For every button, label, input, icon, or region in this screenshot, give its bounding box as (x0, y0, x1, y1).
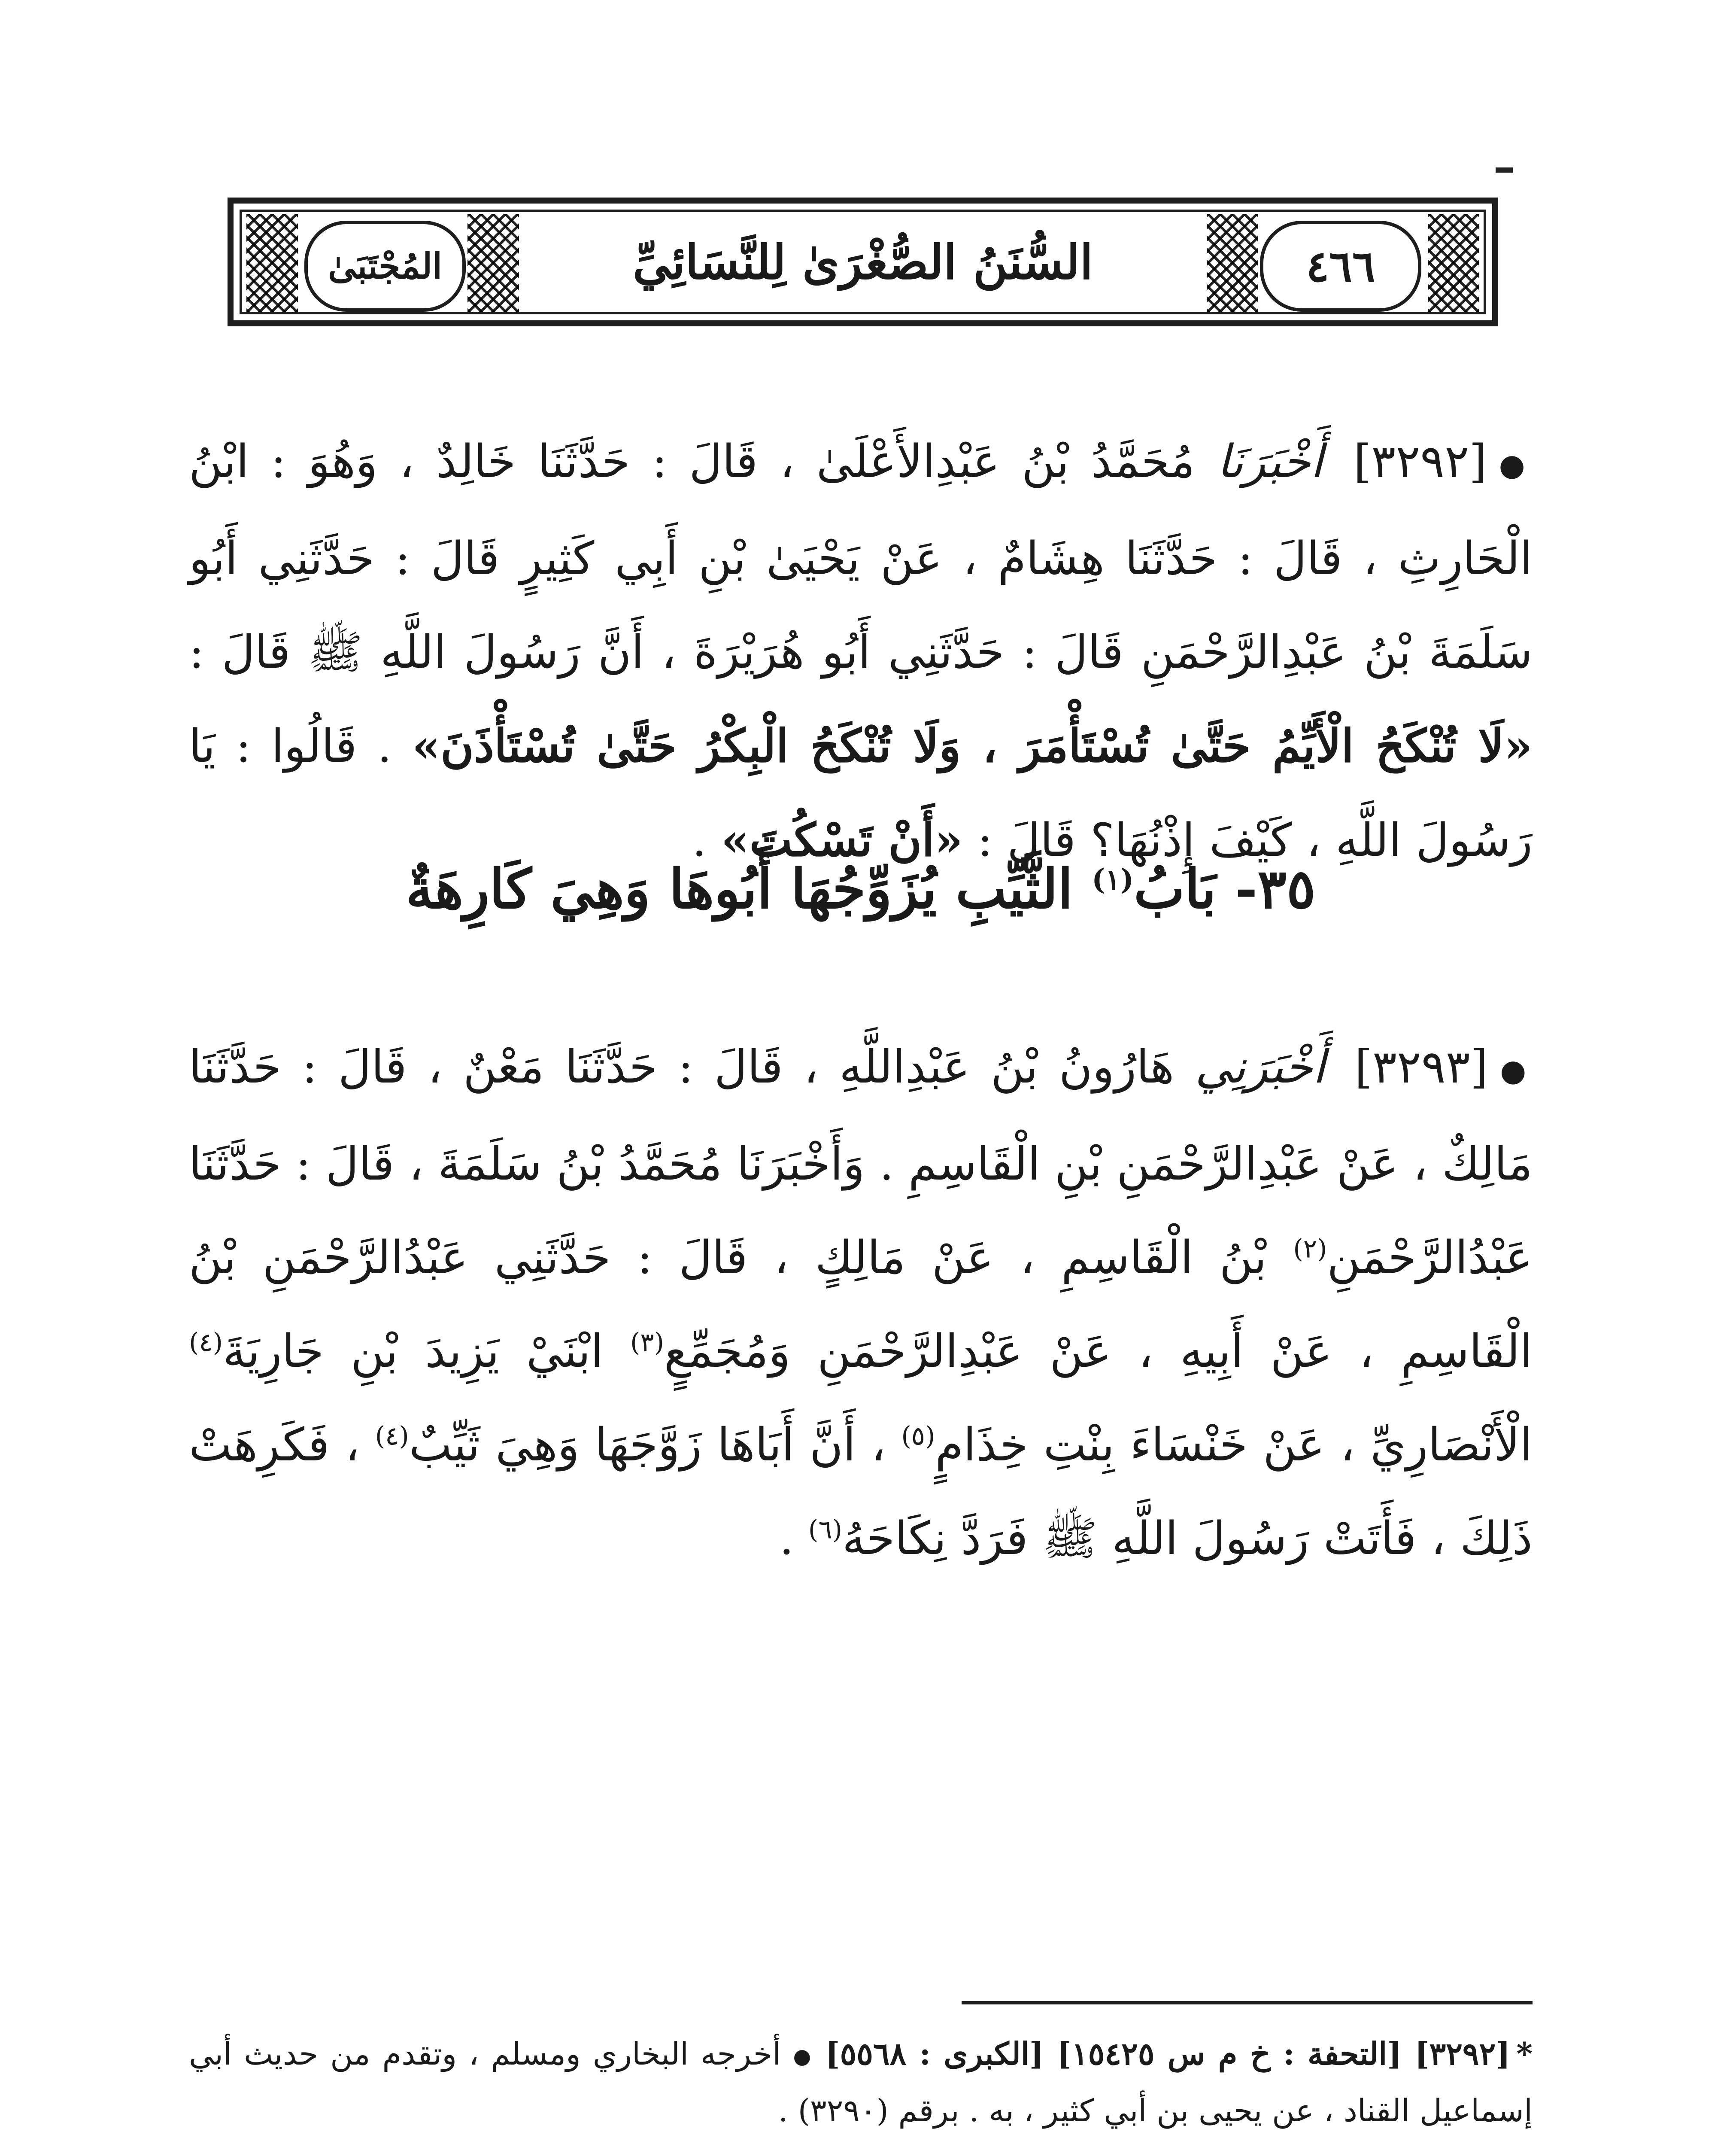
star-icon: * (1516, 2035, 1533, 2072)
page-number: ٤٦٦ (1306, 241, 1375, 292)
takhrij-3292 (189, 2027, 1533, 2138)
footnote-ref: (٣) (630, 1327, 665, 1358)
companions-question: . قَالُوا : يَا رَسُولَ اللَّهِ ، كَيْفَ إِذْنُهَا؟ قَالَ : (189, 720, 1533, 867)
footnote-ref: (٤) (375, 1421, 409, 1451)
ornament-pattern-left-outer (246, 214, 298, 312)
page-number-cartouche (1260, 221, 1421, 312)
ornament-pattern-right-outer (1428, 214, 1479, 312)
prophetic-text: «لَا تُنْكَحُ الْأَيِّمُ حَتَّىٰ تُسْتَأْمَرَ ، وَلَا تُنْكَحُ الْبِكْرُ حَتَّىٰ تُسْتَأْذَنَ» (412, 719, 1533, 773)
hadith-3293 (189, 1020, 1533, 1585)
emblem-text: المُجْتَبَىٰ (328, 246, 442, 287)
corner-mark (1496, 167, 1513, 173)
takhrij-text: أخرجه البخاري ومسلم ، وتقدم من حديث أبي إسماعيل القناد ، عن يحيى بن أبي كثير ، به . برقم (٣٢٩٠) . (189, 2036, 1533, 2129)
hadith-number: [٣٢٩٢] (1354, 435, 1487, 488)
transmission-word: أَخْبَرَنَا (1217, 435, 1323, 488)
prophetic-answer: «أَنْ تَسْكُتَ» (721, 813, 963, 867)
footnotes (189, 2027, 1533, 2147)
footnote-separator (962, 2001, 1533, 2004)
ornament-pattern-left-inner (467, 214, 519, 312)
hadith-3292 (189, 415, 1533, 887)
footnote-1 (189, 2138, 1533, 2147)
ornament-pattern-right-inner (1207, 214, 1258, 312)
isnad-part: هَارُونُ بْنُ عَبْدِاللَّهِ ، قَالَ : حَدَّثَنَا مَعْنٌ ، قَالَ : حَدَّثَنَا مَالِكٌ ، عَنْ عَبْدِالرَّحْمَنِ بْنِ الْقَاسِمِ . وَأَخْبَرَنَا مُحَمَّدُ بْنُ سَلَمَةَ ، قَالَ : حَدَّثَنَا عَبْدُالرَّحْمَنِ (189, 1040, 1533, 1284)
takhrij-ref: [٣٢٩٢] [التحفة : خ م س ١٥٤٢٥] [الكبرى : ٥٥٦٨] (825, 2035, 1511, 2072)
footnote-ref: (١) (1092, 863, 1134, 896)
matn-part: ، فَكَرِهَتْ ذَلِكَ ، فَأَتَتْ رَسُولَ اللَّهِ ﷺ فَرَدَّ نِكَاحَهُ (189, 1418, 1533, 1565)
bullet-icon: ● (1499, 447, 1533, 483)
footnote-ref: (٤) (189, 1327, 223, 1358)
hadith-number: [٣٢٩٣] (1354, 1040, 1488, 1093)
bullet-icon: ● (793, 2044, 813, 2068)
isnad-part: بْنُ الْقَاسِمِ ، عَنْ مَالِكٍ ، قَالَ : حَدَّثَنِي عَبْدُالرَّحْمَنِ بْنُ الْقَاسِمِ ، عَنْ أَبِيهِ ، عَنْ عَبْدِالرَّحْمَنِ وَمُجَمِّعٍ (189, 1231, 1533, 1378)
chapter-word: بَابُ (1134, 857, 1217, 921)
running-header (228, 198, 1498, 326)
matn-part: ، أَنَّ أَبَاهَا زَوَّجَهَا وَهِيَ ثَيِّبٌ (409, 1418, 886, 1472)
chapter-number: ٣٥- (1235, 857, 1316, 921)
isnad-chain: مُحَمَّدُ بْنُ عَبْدِالأَعْلَىٰ ، قَالَ : حَدَّثَنَا خَالِدٌ ، وَهُوَ : ابْنُ الْحَارِثِ ، قَالَ : حَدَّثَنَا هِشَامٌ ، عَنْ يَحْيَىٰ بْنِ أَبِي كَثِيرٍ قَالَ : حَدَّثَنِي أَبُو سَلَمَةَ بْنُ عَبْدِالرَّحْمَنِ قَالَ : حَدَّثَنِي أَبُو هُرَيْرَةَ ، أَنَّ رَسُولَ اللَّهِ ﷺ قَالَ : (189, 435, 1533, 679)
isnad-part: الْأَنْصَارِيِّ ، عَنْ خَنْسَاءَ بِنْتِ خِذَامٍ (935, 1418, 1533, 1472)
hadith-end: . (692, 814, 707, 867)
footnote-ref: (٥) (901, 1421, 935, 1451)
chapter-title: الثَّيِّبِ يُزَوِّجُهَا أَبُوهَا وَهِيَ كَارِهَةٌ (406, 857, 1073, 921)
book-title: السُّنَنُ الصُّغْرَىٰ لِلنَّسَائِيِّ (632, 234, 1093, 290)
transmission-word: أَخْبَرَنِي (1195, 1040, 1326, 1093)
footnote-ref: (٢) (1293, 1234, 1327, 1264)
bullet-icon: ● (1500, 1053, 1533, 1089)
isnad-part: ابْنَيْ يَزِيدَ بْنِ جَارِيَةَ (223, 1325, 604, 1378)
chapter-heading (189, 842, 1533, 936)
emblem-cartouche (304, 221, 466, 312)
hadith-end: . (779, 1512, 794, 1565)
footnote-ref: (٦) (808, 1514, 842, 1545)
